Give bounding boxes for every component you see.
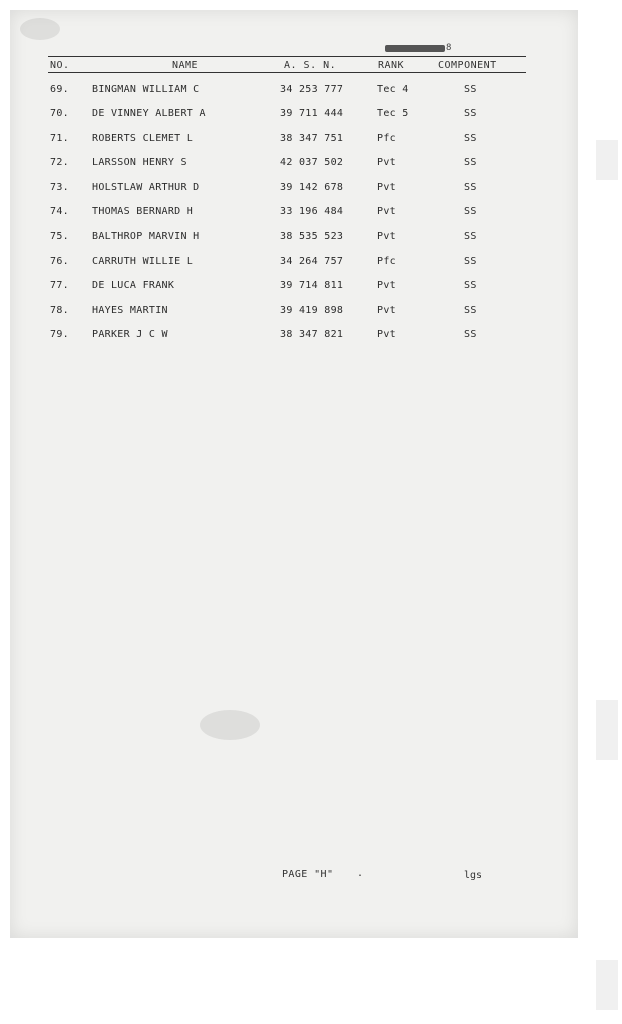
redaction-mark — [385, 45, 445, 52]
header-rule-bottom — [48, 72, 526, 73]
footer-dot: . — [357, 868, 364, 879]
row-number: 73. — [50, 182, 69, 193]
row-number: 74. — [50, 206, 69, 217]
row-name: BINGMAN WILLIAM C — [92, 84, 200, 95]
row-component: SS — [464, 280, 477, 291]
table-row — [0, 305, 622, 325]
row-number: 71. — [50, 133, 69, 144]
row-number: 78. — [50, 305, 69, 316]
table-row — [0, 206, 622, 226]
row-number: 72. — [50, 157, 69, 168]
row-name: DE LUCA FRANK — [92, 280, 175, 291]
row-name: THOMAS BERNARD H — [92, 206, 194, 217]
page-label: PAGE "H" — [282, 869, 334, 880]
row-number: 75. — [50, 231, 69, 242]
row-rank: Pvt — [377, 182, 396, 193]
row-rank: Pfc — [377, 133, 396, 144]
row-name: LARSSON HENRY S — [92, 157, 187, 168]
col-header-name: NAME — [172, 60, 199, 71]
row-rank: Pfc — [377, 256, 396, 267]
scan-shadow — [596, 700, 618, 760]
row-asn: 38 535 523 — [280, 231, 344, 242]
row-number: 79. — [50, 329, 69, 340]
row-component: SS — [464, 108, 477, 119]
row-rank: Tec 4 — [377, 84, 409, 95]
row-component: SS — [464, 84, 477, 95]
col-header-asn: A. S. N. — [284, 60, 337, 71]
row-name: HAYES MARTIN — [92, 305, 168, 316]
row-rank: Pvt — [377, 231, 396, 242]
row-asn: 38 347 751 — [280, 133, 344, 144]
row-component: SS — [464, 206, 477, 217]
row-rank: Pvt — [377, 206, 396, 217]
table-row — [0, 84, 622, 104]
row-asn: 39 142 678 — [280, 182, 344, 193]
row-asn: 39 419 898 — [280, 305, 344, 316]
row-name: CARRUTH WILLIE L — [92, 256, 194, 267]
col-header-rank: RANK — [378, 60, 405, 71]
row-component: SS — [464, 329, 477, 340]
table-row — [0, 182, 622, 202]
row-asn: 33 196 484 — [280, 206, 344, 217]
table-row — [0, 329, 622, 349]
row-component: SS — [464, 256, 477, 267]
row-component: SS — [464, 305, 477, 316]
scan-shadow — [596, 960, 618, 1010]
row-name: BALTHROP MARVIN H — [92, 231, 200, 242]
row-component: SS — [464, 231, 477, 242]
table-row — [0, 256, 622, 276]
row-name: HOLSTLAW ARTHUR D — [92, 182, 200, 193]
row-name: DE VINNEY ALBERT A — [92, 108, 206, 119]
row-rank: Pvt — [377, 329, 396, 340]
paper-smudge — [200, 710, 260, 740]
row-asn: 34 264 757 — [280, 256, 344, 267]
row-asn: 38 347 821 — [280, 329, 344, 340]
row-asn: 34 253 777 — [280, 84, 344, 95]
table-row — [0, 157, 622, 177]
row-number: 77. — [50, 280, 69, 291]
row-asn: 39 711 444 — [280, 108, 344, 119]
table-row — [0, 108, 622, 128]
row-number: 76. — [50, 256, 69, 267]
typist-initials: lgs — [464, 870, 483, 881]
row-rank: Pvt — [377, 305, 396, 316]
row-component: SS — [464, 182, 477, 193]
row-asn: 39 714 811 — [280, 280, 344, 291]
stamp-tail: 8 — [446, 43, 452, 53]
header-rule-top — [48, 56, 526, 57]
row-rank: Pvt — [377, 157, 396, 168]
paper-smudge — [20, 18, 60, 40]
col-header-component: COMPONENT — [438, 60, 497, 71]
row-rank: Tec 5 — [377, 108, 409, 119]
row-number: 70. — [50, 108, 69, 119]
row-number: 69. — [50, 84, 69, 95]
table-row — [0, 231, 622, 251]
col-header-no: NO. — [50, 60, 70, 71]
row-component: SS — [464, 133, 477, 144]
row-component: SS — [464, 157, 477, 168]
row-name: PARKER J C W — [92, 329, 168, 340]
table-row — [0, 280, 622, 300]
row-rank: Pvt — [377, 280, 396, 291]
row-name: ROBERTS CLEMET L — [92, 133, 194, 144]
row-asn: 42 037 502 — [280, 157, 344, 168]
table-row — [0, 133, 622, 153]
